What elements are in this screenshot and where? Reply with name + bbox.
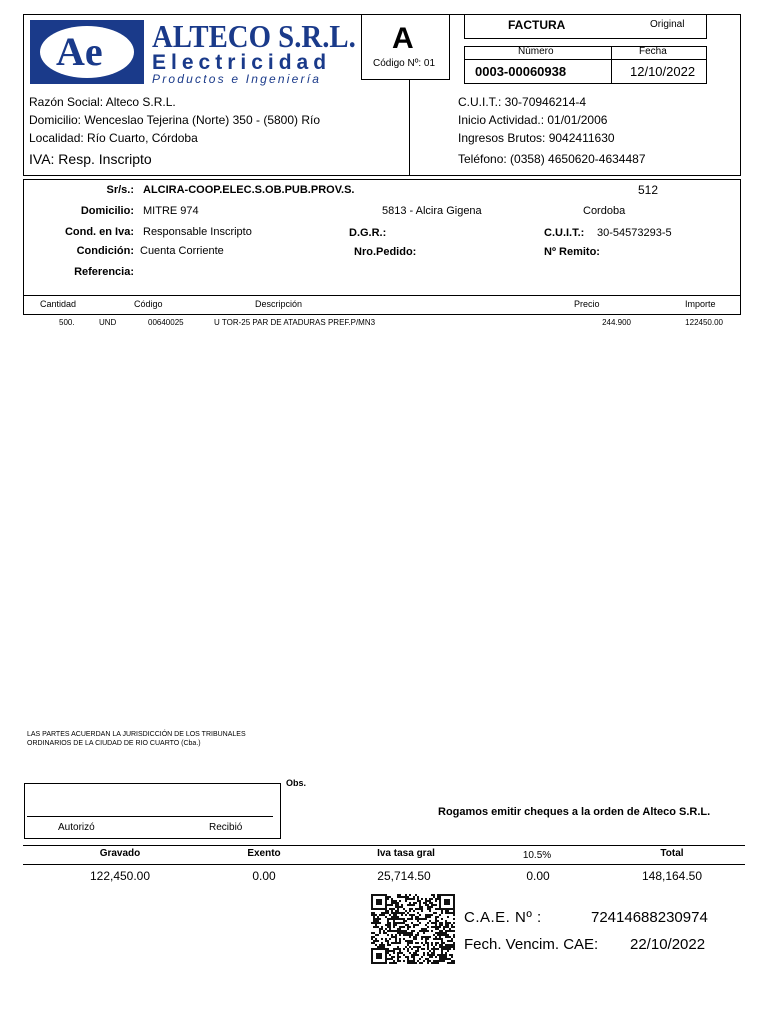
client-cuit-label: C.U.I.T.: [544, 227, 585, 239]
totals-gravado-label: Gravado [99, 848, 141, 859]
autorizo-label: Autorizó [58, 822, 95, 833]
doc-date: 12/10/2022 [630, 64, 696, 79]
totals-iva-label: Iva tasa gral [377, 848, 435, 859]
col-importe: Importe [685, 299, 716, 309]
cae-vto-label: Fech. Vencim. CAE: [464, 936, 599, 953]
row-unidad: UND [99, 318, 117, 327]
invoice-letter: A [392, 22, 414, 55]
totals-exento-label: Exento [247, 848, 281, 859]
cae-value: 72414688230974 [591, 909, 708, 926]
issuer-iva: IVA: Resp. Inscripto [29, 151, 152, 167]
cae-vto-value: 22/10/2022 [630, 936, 706, 953]
client-remito-label: Nº Remito: [544, 246, 600, 258]
client-cuit: 30-54573293-5 [597, 227, 672, 239]
company-logo [28, 18, 358, 86]
doc-number-label: Número [518, 46, 554, 57]
qr-code [371, 894, 455, 964]
totals-exento: 0.00 [252, 869, 276, 883]
client-dgr-label: D.G.R.: [349, 227, 387, 239]
brand-name: ALTECO S.R.L. [152, 18, 356, 54]
cae-label: C.A.E. Nº : [464, 909, 542, 926]
client-localidad: 5813 - Alcira Gigena [382, 205, 482, 217]
client-cond-iva-label: Cond. en Iva: [64, 226, 134, 238]
client-condicion: Cuenta Corriente [140, 245, 224, 257]
client-condicion-label: Condición: [76, 245, 134, 257]
obs-label: Obs. [286, 778, 307, 788]
legal-line-2: ORDINARIOS DE LA CIUDAD DE RIO CUARTO (Cba.) [27, 740, 201, 747]
client-pedido-label: Nro.Pedido: [354, 246, 417, 258]
issuer-localidad: Localidad: Río Cuarto, Córdoba [29, 131, 198, 145]
client-name: ALCIRA-COOP.ELEC.S.OB.PUB.PROV.S. [143, 184, 355, 196]
totals-iva-reducido: 0.00 [526, 869, 550, 883]
client-cond-iva: Responsable Inscripto [143, 226, 252, 238]
totals-top-line [23, 845, 745, 846]
signature-line [27, 816, 273, 817]
col-precio: Precio [574, 299, 600, 309]
issuer-razon-social: Razón Social: Alteco S.R.L. [29, 95, 176, 109]
totals-iva: 25,714.50 [377, 869, 431, 883]
table-row [23, 317, 741, 331]
header-divider [409, 80, 410, 176]
totals-iva-rate: 10.5% [522, 850, 552, 861]
client-domicilio-label: Domicilio: [80, 205, 134, 217]
doc-copy: Original [650, 19, 685, 30]
client-code: 512 [638, 183, 659, 197]
logo-emblem [30, 20, 144, 84]
doc-date-label: Fecha [639, 46, 667, 57]
issuer-cuit: C.U.I.T.: 30-70946214-4 [458, 95, 587, 109]
logo-emblem-text: Ae [56, 29, 103, 74]
totals-header-line [23, 864, 745, 865]
totals-total-label: Total [660, 848, 684, 859]
row-importe: 122450.00 [685, 318, 723, 327]
issuer-telefono: Teléfono: (0358) 4650620-4634487 [458, 152, 646, 166]
client-provincia: Cordoba [583, 205, 626, 217]
row-precio: 244.900 [602, 318, 631, 327]
totals-total: 148,164.50 [641, 869, 703, 883]
issuer-ingresos: Ingresos Brutos: 9042411630 [458, 131, 615, 145]
issuer-inicio: Inicio Actividad.: 01/01/2006 [458, 113, 608, 127]
recibio-label: Recibió [209, 822, 243, 833]
totals-gravado: 122,450.00 [89, 869, 151, 883]
doc-type: FACTURA [508, 18, 566, 32]
brand-tagline-electricidad: Electricidad [152, 51, 332, 74]
issuer-domicilio: Domicilio: Wenceslao Tejerina (Norte) 350 - (5800) Río [29, 113, 321, 127]
col-codigo: Código [134, 299, 163, 309]
doc-number: 0003-00060938 [475, 64, 567, 79]
invoice-code: Código Nº: 01 [373, 58, 436, 69]
row-cantidad: 500. [59, 318, 75, 327]
brand-tagline-productos: Productos e Ingeniería [152, 72, 322, 86]
row-codigo: 00640025 [148, 318, 184, 327]
row-descripcion: U TOR-25 PAR DE ATADURAS PREF.P/MN3 [214, 318, 376, 327]
legal-line-1: LAS PARTES ACUERDAN LA JURISDICCIÓN DE LOS TRIBUNALES [27, 731, 246, 738]
col-descripcion: Descripción [255, 299, 303, 309]
client-domicilio: MITRE 974 [143, 205, 199, 217]
client-srs-label: Sr/s.: [106, 184, 134, 196]
client-referencia-label: Referencia: [74, 266, 134, 278]
col-cantidad: Cantidad [40, 299, 77, 309]
items-header [23, 296, 741, 315]
cheques-note: Rogamos emitir cheques a la orden de Alteco S.R.L. [438, 806, 711, 818]
